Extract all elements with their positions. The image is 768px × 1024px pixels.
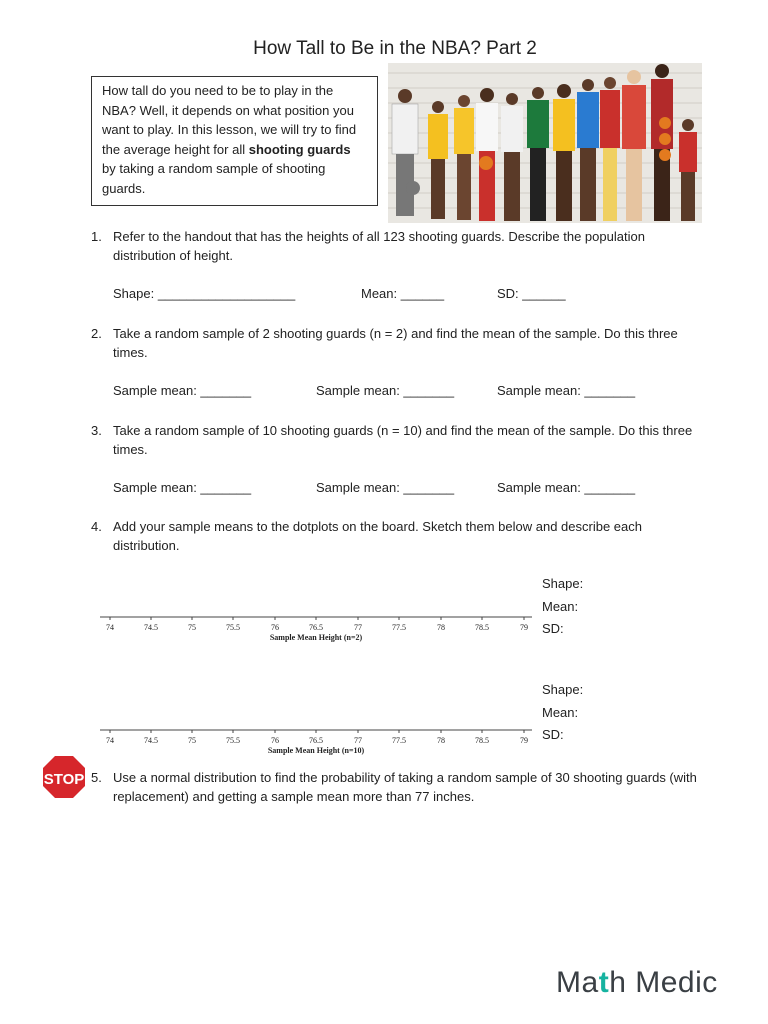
question-1 xyxy=(91,227,701,265)
sd-label: SD: xyxy=(542,621,564,636)
question-3 xyxy=(91,421,701,459)
tick-label: 76 xyxy=(271,736,279,745)
mean-label: Mean: xyxy=(542,598,579,614)
question-text: Refer to the handout that has the heights of all 123 shooting guards. Describe the population distribution of height. xyxy=(113,229,645,263)
tick-label: 79 xyxy=(520,736,528,745)
tick-label: 79 xyxy=(520,623,528,632)
question-4 xyxy=(91,517,701,555)
tick-label: 76 xyxy=(271,623,279,632)
question-text: Use a normal distribution to find the probability of taking a random sample of 30 shooting guards (with replacement) and getting a sample mean more than 77 inches. xyxy=(113,770,697,804)
question-number: 5. xyxy=(91,770,102,785)
sd-blank[interactable]: SD: ______ xyxy=(497,286,566,301)
question-number: 1. xyxy=(91,229,102,244)
stop-sign-icon xyxy=(40,753,88,801)
tick-label: 74 xyxy=(106,736,114,745)
distribution-description-1 xyxy=(542,573,583,641)
mean-label: Mean: xyxy=(542,704,579,720)
axis-label: Sample Mean Height (n=10) xyxy=(267,746,365,755)
sample-mean-blank[interactable]: Sample mean: _______ xyxy=(113,480,252,495)
question-text: Add your sample means to the dotplots on the board. Sketch them below and describe each distribution. xyxy=(113,519,642,553)
intro-text-end: by taking a random sample of shooting guards. xyxy=(102,161,326,196)
sample-mean-blank[interactable]: Sample mean: _______ xyxy=(316,480,455,495)
dotplot-n10[interactable] xyxy=(96,721,536,761)
tick-label: 77 xyxy=(354,623,362,632)
page-title: How Tall to Be in the NBA? Part 2 xyxy=(253,38,537,59)
tick-label: 74.5 xyxy=(144,736,158,745)
tick-label: 75.5 xyxy=(226,736,240,745)
math-medic-logo xyxy=(556,966,718,1000)
tick-label: 76.5 xyxy=(309,736,323,745)
nba-players-photo xyxy=(388,63,702,223)
sd-label: SD: xyxy=(542,727,564,742)
logo-accent: t xyxy=(598,966,610,999)
question-2 xyxy=(91,324,701,362)
question-number: 3. xyxy=(91,423,102,438)
intro-text: How tall do you need to be to play in the NBA? Well, it depends on what position you want to play. In this lesson, we will try to find the average height for all xyxy=(102,83,357,157)
stop-sign-text: STOP xyxy=(43,771,85,788)
tick-label: 74 xyxy=(106,623,114,632)
tick-label: 77.5 xyxy=(392,623,406,632)
intro-bold: shooting guards xyxy=(248,141,351,157)
logo-text-end: h Medic xyxy=(609,966,718,999)
question-number: 4. xyxy=(91,519,102,534)
logo-text: Ma xyxy=(556,966,599,999)
mean-blank[interactable]: Mean: ______ xyxy=(361,286,445,301)
sample-mean-blank[interactable]: Sample mean: _______ xyxy=(316,383,455,398)
tick-label: 78.5 xyxy=(475,736,489,745)
shape-blank[interactable]: Shape: ___________________ xyxy=(113,286,296,301)
sample-mean-blank[interactable]: Sample mean: _______ xyxy=(497,383,636,398)
tick-label: 78 xyxy=(437,623,445,632)
question-number: 2. xyxy=(91,326,102,341)
tick-label: 77.5 xyxy=(392,736,406,745)
tick-label: 78 xyxy=(437,736,445,745)
dotplot-n2[interactable] xyxy=(96,608,536,648)
tick-label: 75 xyxy=(188,736,196,745)
question-5 xyxy=(91,768,701,806)
tick-label: 74.5 xyxy=(144,623,158,632)
tick-label: 75 xyxy=(188,623,196,632)
tick-label: 76.5 xyxy=(309,623,323,632)
distribution-description-2 xyxy=(542,679,583,747)
question-text: Take a random sample of 2 shooting guards (n = 2) and find the mean of the sample. Do this three times. xyxy=(113,326,678,360)
sample-mean-blank[interactable]: Sample mean: _______ xyxy=(113,383,252,398)
tick-label: 75.5 xyxy=(226,623,240,632)
tick-label: 77 xyxy=(354,736,362,745)
sample-mean-blank[interactable]: Sample mean: _______ xyxy=(497,480,636,495)
question-text: Take a random sample of 10 shooting guards (n = 10) and find the mean of the sample. Do this three times. xyxy=(113,423,693,457)
shape-label: Shape: xyxy=(542,576,584,591)
shape-label: Shape: xyxy=(542,682,584,697)
intro-box xyxy=(91,76,378,206)
tick-label: 78.5 xyxy=(475,623,489,632)
axis-label: Sample Mean Height (n=2) xyxy=(269,633,363,642)
